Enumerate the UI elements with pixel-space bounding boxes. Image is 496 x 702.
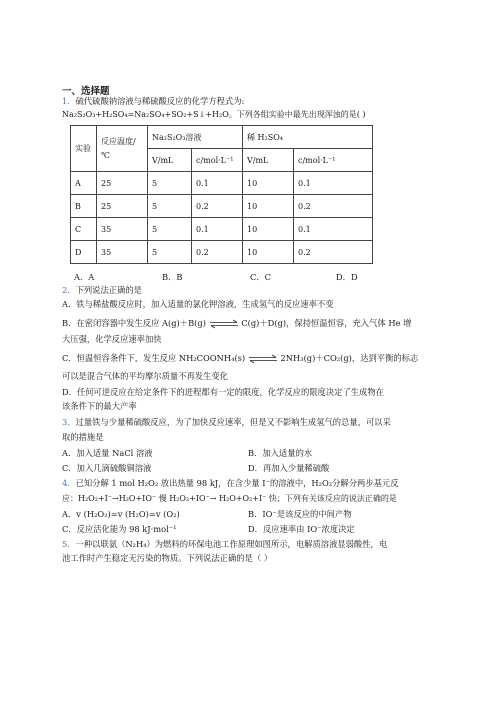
table-cell: 0.2 bbox=[294, 241, 373, 264]
table-cell: 0.1 bbox=[294, 218, 373, 241]
table-cell: 10 bbox=[243, 172, 294, 195]
q1-stem-text: 硫代硫酸钠溶液与稀硫酸反应的化学方程式为: bbox=[75, 96, 245, 106]
table-cell: 5 bbox=[148, 195, 192, 218]
q4-option-a: A．v (H₂O₂)=v (H₂O)=v (O₂) bbox=[62, 509, 180, 519]
table-row bbox=[71, 172, 373, 195]
table-cell: 10 bbox=[243, 195, 294, 218]
header-experiment: 实验 bbox=[71, 126, 97, 172]
q1-equation: Na₂S₂O₃+H₂SO₄=Na₂SO₄+SO₂+S↓+H₂O。下列各组实验中最先出现浑浊的是( ) bbox=[62, 110, 366, 119]
header-conc-2: c/mol·L⁻¹ bbox=[294, 149, 373, 172]
q2-option-c-line1 bbox=[62, 353, 418, 364]
table-cell: 5 bbox=[148, 172, 192, 195]
table-cell: 25 bbox=[97, 172, 148, 195]
table-cell: 5 bbox=[148, 241, 192, 264]
table-cell: 25 bbox=[97, 195, 148, 218]
q2-option-c-line2: 可以是混合气体的平均摩尔质量不再发生变化 bbox=[62, 371, 228, 381]
table-cell: 35 bbox=[97, 218, 148, 241]
q5-number: 5． bbox=[62, 539, 76, 549]
q5-stem-line2: 池工作时产生稳定无污染的物质。下列说法正确的是（ ） bbox=[62, 553, 273, 563]
table-cell: D bbox=[71, 241, 97, 264]
q3-option-d: D．再加入少量稀硫酸 bbox=[248, 463, 330, 473]
q2-option-b-line1 bbox=[62, 318, 411, 329]
q1-number: 1． bbox=[62, 96, 76, 106]
table-cell: 10 bbox=[243, 241, 294, 264]
table-cell: 0.2 bbox=[192, 241, 243, 264]
q2-option-c-left: C．恒温恒容条件下，发生反应 NH₂COONH₄(s) bbox=[62, 353, 246, 363]
q2-stem-text: 下列说法正确的是 bbox=[75, 285, 142, 295]
q2-option-a: A．铁与稀盐酸反应时，加入适量的氯化钾溶液，生成氢气的反应速率不变 bbox=[62, 299, 334, 309]
q2-option-b-right: C(g)＋D(g)，保持恒温恒容，充入气体 He 增 bbox=[241, 318, 412, 328]
q3-stem-text: 过量铁与少量稀硫酸反应，为了加快反应速率，但是又不影响生成氢气的总量，可以采 bbox=[75, 417, 391, 427]
q3-option-a: A．加入适量 NaCl 溶液 bbox=[62, 448, 153, 458]
header-conc-1: c/mol·L⁻¹ bbox=[192, 149, 243, 172]
table-cell: 35 bbox=[97, 241, 148, 264]
q3-stem-line1 bbox=[62, 417, 391, 428]
table-cell: 0.1 bbox=[294, 172, 373, 195]
q2-option-d-line2: 该条件下的最大产率 bbox=[62, 401, 137, 411]
q2-stem bbox=[62, 285, 142, 296]
header-volume-2: V/mL bbox=[243, 149, 294, 172]
q5-stem-text: 一种以联氨（N₂H₄）为燃料的环保电池工作原理如图所示，电解质溶液显弱酸性，电 bbox=[75, 539, 388, 549]
equilibrium-arrow-icon bbox=[248, 354, 278, 364]
table-cell: A bbox=[71, 172, 97, 195]
table-cell: 0.2 bbox=[192, 195, 243, 218]
q4-stem-text: 已知分解 1 mol H₂O₂ 放出热量 98 kJ，在含少量 I⁻的溶液中，H₂O₂分解分两步基元反 bbox=[75, 478, 399, 488]
table-cell: 5 bbox=[148, 218, 192, 241]
q4-stem-line1 bbox=[62, 478, 399, 489]
q3-option-b: B．加入适量的水 bbox=[248, 448, 313, 458]
q2-option-b-line2: 大压强，化学反应速率加快 bbox=[62, 334, 162, 344]
q3-number: 3． bbox=[62, 417, 76, 427]
q5-stem-line1 bbox=[62, 539, 387, 550]
q4-number: 4． bbox=[62, 478, 76, 488]
table-cell: B bbox=[71, 195, 97, 218]
q1-experiment-table bbox=[70, 125, 373, 264]
q1-option-b: B．B bbox=[162, 272, 183, 282]
header-temperature: 反应温度/℃ bbox=[97, 126, 148, 172]
header-na2s2o3: Na₂S₂O₃溶液 bbox=[148, 126, 243, 149]
q3-stem-line2: 取的措施是 bbox=[62, 432, 104, 442]
q2-option-d-line1: D．任何可逆反应在给定条件下的进程都有一定的限度，化学反应的限度决定了生成物在 bbox=[62, 387, 384, 397]
q4-option-c: C．反应活化能为 98 kJ·mol⁻¹ bbox=[62, 524, 177, 534]
q4-option-b: B．IO⁻是该反应的中间产物 bbox=[248, 509, 352, 519]
q2-option-b-left: B．在密闭容器中发生反应 A(g)＋B(g) bbox=[62, 318, 206, 328]
header-volume-1: V/mL bbox=[148, 149, 192, 172]
q2-number: 2． bbox=[62, 285, 76, 295]
table-cell: 0.2 bbox=[294, 195, 373, 218]
table-cell: 0.1 bbox=[192, 218, 243, 241]
section-title: 一、选择题 bbox=[62, 86, 110, 97]
q3-option-c: C．加入几滴硫酸铜溶液 bbox=[62, 463, 152, 473]
equilibrium-arrow-icon bbox=[209, 319, 239, 329]
q1-option-c: C．C bbox=[250, 272, 271, 282]
table-row bbox=[71, 241, 373, 264]
table-row bbox=[71, 218, 373, 241]
table-cell: C bbox=[71, 218, 97, 241]
q2-option-c-right: 2NH₃(g)＋CO₂(g)，达到平衡的标志 bbox=[280, 353, 419, 363]
q1-option-a: A．A bbox=[74, 272, 95, 282]
table-cell: 0.1 bbox=[192, 172, 243, 195]
q4-option-d: D．反应速率由 IO⁻浓度决定 bbox=[248, 524, 355, 534]
table-cell: 10 bbox=[243, 218, 294, 241]
table-row bbox=[71, 195, 373, 218]
q1-option-d: D．D bbox=[336, 272, 358, 282]
q4-stem-line2: 应：H₂O₂+I⁻→H₂O+IO⁻ 慢 H₂O₂+IO⁻→ H₂O+O₂+I⁻ 快；下列有关该反应的说法正确的是 bbox=[62, 494, 397, 503]
q1-stem bbox=[62, 96, 244, 107]
header-h2so4: 稀 H₂SO₄ bbox=[243, 126, 373, 149]
